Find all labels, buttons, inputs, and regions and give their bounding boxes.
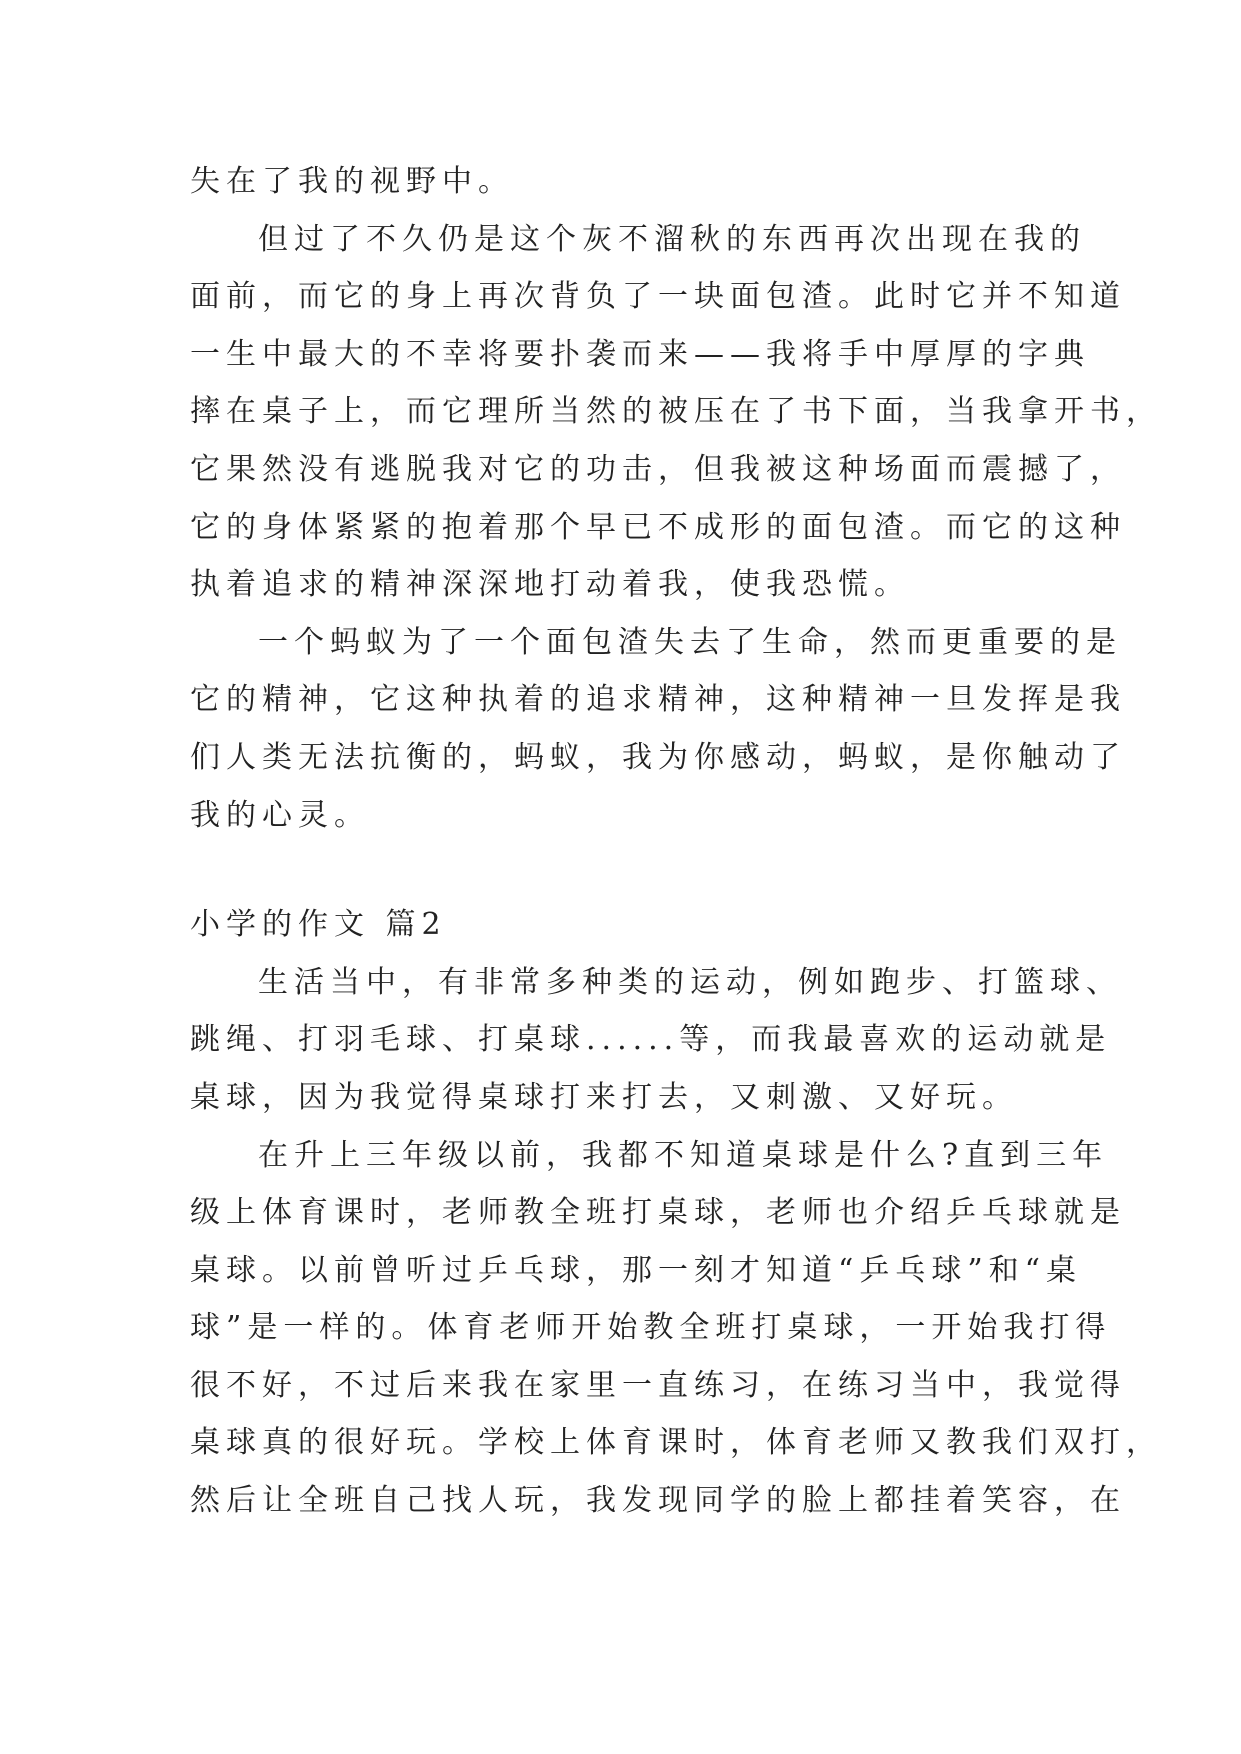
paragraph-line: 但过了不久仍是这个灰不溜秋的东西再次出现在我的 [258, 221, 1086, 257]
paragraph-line: 摔在桌子上，而它理所当然的被压在了书下面，当我拿开书， [190, 394, 1162, 430]
section-title: 小学的作文 篇2 [190, 907, 447, 943]
paragraph-line: 们人类无法抗衡的，蚂蚁，我为你感动，蚂蚁，是你触动了 [190, 739, 1126, 775]
essay-2-body [190, 963, 1162, 1539]
paragraph-line: 它果然没有逃脱我对它的功击，但我被这种场面而震撼了， [190, 451, 1126, 487]
paragraph-line: 生活当中，有非常多种类的运动，例如跑步、打篮球、 [258, 964, 1122, 1000]
paragraph-line: 在升上三年级以前，我都不知道桌球是什么?直到三年 [258, 1137, 1109, 1173]
section-gap [190, 853, 1060, 905]
paragraph-line: 一生中最大的不幸将要扑袭而来——我将手中厚厚的字典 [190, 336, 1090, 372]
paragraph-line: 执着追求的精神深深地打动着我，使我恐慌。 [190, 567, 910, 603]
paragraph-line: 桌球真的很好玩。学校上体育课时，体育老师又教我们双打， [190, 1425, 1162, 1461]
paragraph-line: 然后让全班自己找人玩，我发现同学的脸上都挂着笑容，在 [190, 1483, 1126, 1519]
essay-1-ending [190, 162, 1162, 853]
paragraph-line: 它的身体紧紧的抱着那个早已不成形的面包渣。而它的这种 [190, 509, 1126, 545]
paragraph-line: 一个蚂蚁为了一个面包渣失去了生命，然而更重要的是 [258, 624, 1122, 660]
document-body [190, 162, 1162, 1539]
paragraph-line: 很不好，不过后来我在家里一直练习，在练习当中，我觉得 [190, 1367, 1126, 1403]
paragraph-line: 它的精神，它这种执着的追求精神，这种精神一旦发挥是我 [190, 682, 1126, 718]
paragraph-line: 跳绳、打羽毛球、打桌球......等，而我最喜欢的运动就是 [190, 1022, 1112, 1058]
paragraph-line: 失在了我的视野中。 [190, 164, 514, 199]
paragraph-line: 球”是一样的。体育老师开始教全班打桌球，一开始我打得 [190, 1310, 1112, 1346]
paragraph-line: 桌球，因为我觉得桌球打来打去，又刺激、又好玩。 [190, 1079, 1018, 1115]
paragraph-line: 面前，而它的身上再次背负了一块面包渣。此时它并不知道 [190, 279, 1126, 315]
paragraph-line: 我的心灵。 [190, 797, 370, 833]
paragraph-line: 桌球。以前曾听过乒乓球，那一刻才知道“乒乓球”和“桌 [190, 1252, 1083, 1288]
paragraph-line: 级上体育课时，老师教全班打桌球，老师也介绍乒乓球就是 [190, 1195, 1126, 1231]
